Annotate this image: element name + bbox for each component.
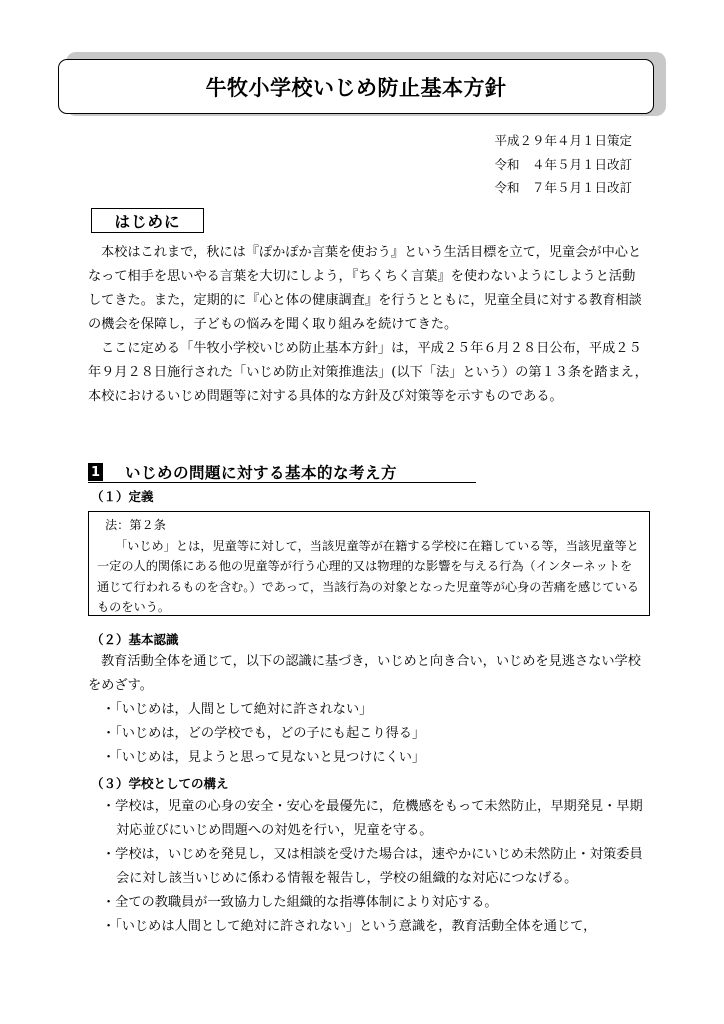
list-item: ・「いじめは，人間として絶対に許されない」	[102, 702, 373, 717]
law-text: 「いじめ」とは，児童等に対して，当該児童等が在籍する学校に在籍している等，当該児童等と一定の人的関係にある他の児童等が行う心理的又は物理的な影響を与える行為（インターネットを通じて行われるものを含む。）であって，当該行為の対象となった児童等が心身の苦痛を感じているものをいう。	[97, 538, 639, 614]
recognition-body	[88, 650, 648, 770]
date-revised-1: 令和 ４年５月１日改訂	[494, 156, 632, 172]
date-revised-2: 令和 ７年５月１日改訂	[494, 180, 632, 195]
recognition-lead: 教育活動全体を通じて，以下の認識に基づき，いじめと向き合い，いじめを見逃さない学校をめざす。	[88, 654, 641, 693]
definition-heading: （１）定義	[91, 489, 154, 504]
list-item: ・「いじめは，どの学校でも，どの子にも起こり得る」	[102, 726, 426, 741]
list-item: ・学校は，いじめを発見し，又は相談を受けた場合は，速やかにいじめ未然防止・対策委員会に対し該当いじめに係わる情報を報告し，学校の組織的な対応につなげる。	[102, 847, 643, 886]
revision-dates	[494, 129, 632, 200]
section-1-heading	[88, 462, 476, 483]
list-item: ・「いじめは，見ようと思って見ないと見つけにくい」	[102, 750, 426, 765]
intro-body	[88, 241, 648, 409]
law-definition-box	[88, 511, 650, 616]
list-item: ・「いじめは人間として絶対に許されない」という意識を，教育活動全体を通じて，	[102, 919, 597, 934]
date-established: 平成２９年４月１日策定	[494, 133, 632, 148]
intro-paragraph: ここに定める「牛牧小学校いじめ防止基本方針」は，平成２５年６月２８日公布，平成２５年９月２８日施行された「いじめ防止対策推進法」(以下「法」という）の第１３条を踏まえ，本校におけるいじめ問題等に対する具体的な方針及び対策等を示すものである。	[88, 341, 648, 404]
list-item: ・全ての教職員が一致協力した組織的な指導体制により対応する。	[102, 895, 498, 910]
intro-paragraph: 本校はこれまで，秋には『ぽかぽか言葉を使おう』という生活目標を立て，児童会が中心となって相手を思いやる言葉を大切にしよう，『ちくちく言葉』を使わないようにしようと活動してきた。また，定期的に『心と体の健康調査』を行うとともに，児童全員に対する教育相談の機会を保障し，子どもの悩みを聞く取り組みを続けてきた。	[88, 245, 642, 332]
recognition-heading: （２）基本認識	[91, 632, 179, 647]
law-reference: 法：第２条	[105, 518, 166, 532]
section-number-badge: 1	[88, 463, 103, 481]
page-title: 牛牧小学校いじめ防止基本方針	[205, 75, 507, 100]
section-title: いじめの問題に対する基本的な考え方	[125, 464, 398, 482]
list-item: ・学校は，児童の心身の安全・安心を最優先に，危機感をもって未然防止，早期発見・早期対応並びにいじめ問題への対処を行い，児童を守る。	[102, 799, 643, 838]
title-box	[58, 59, 654, 114]
intro-heading: はじめに	[91, 208, 204, 233]
stance-body	[88, 795, 648, 939]
stance-heading: （３）学校としての構え	[91, 776, 229, 791]
